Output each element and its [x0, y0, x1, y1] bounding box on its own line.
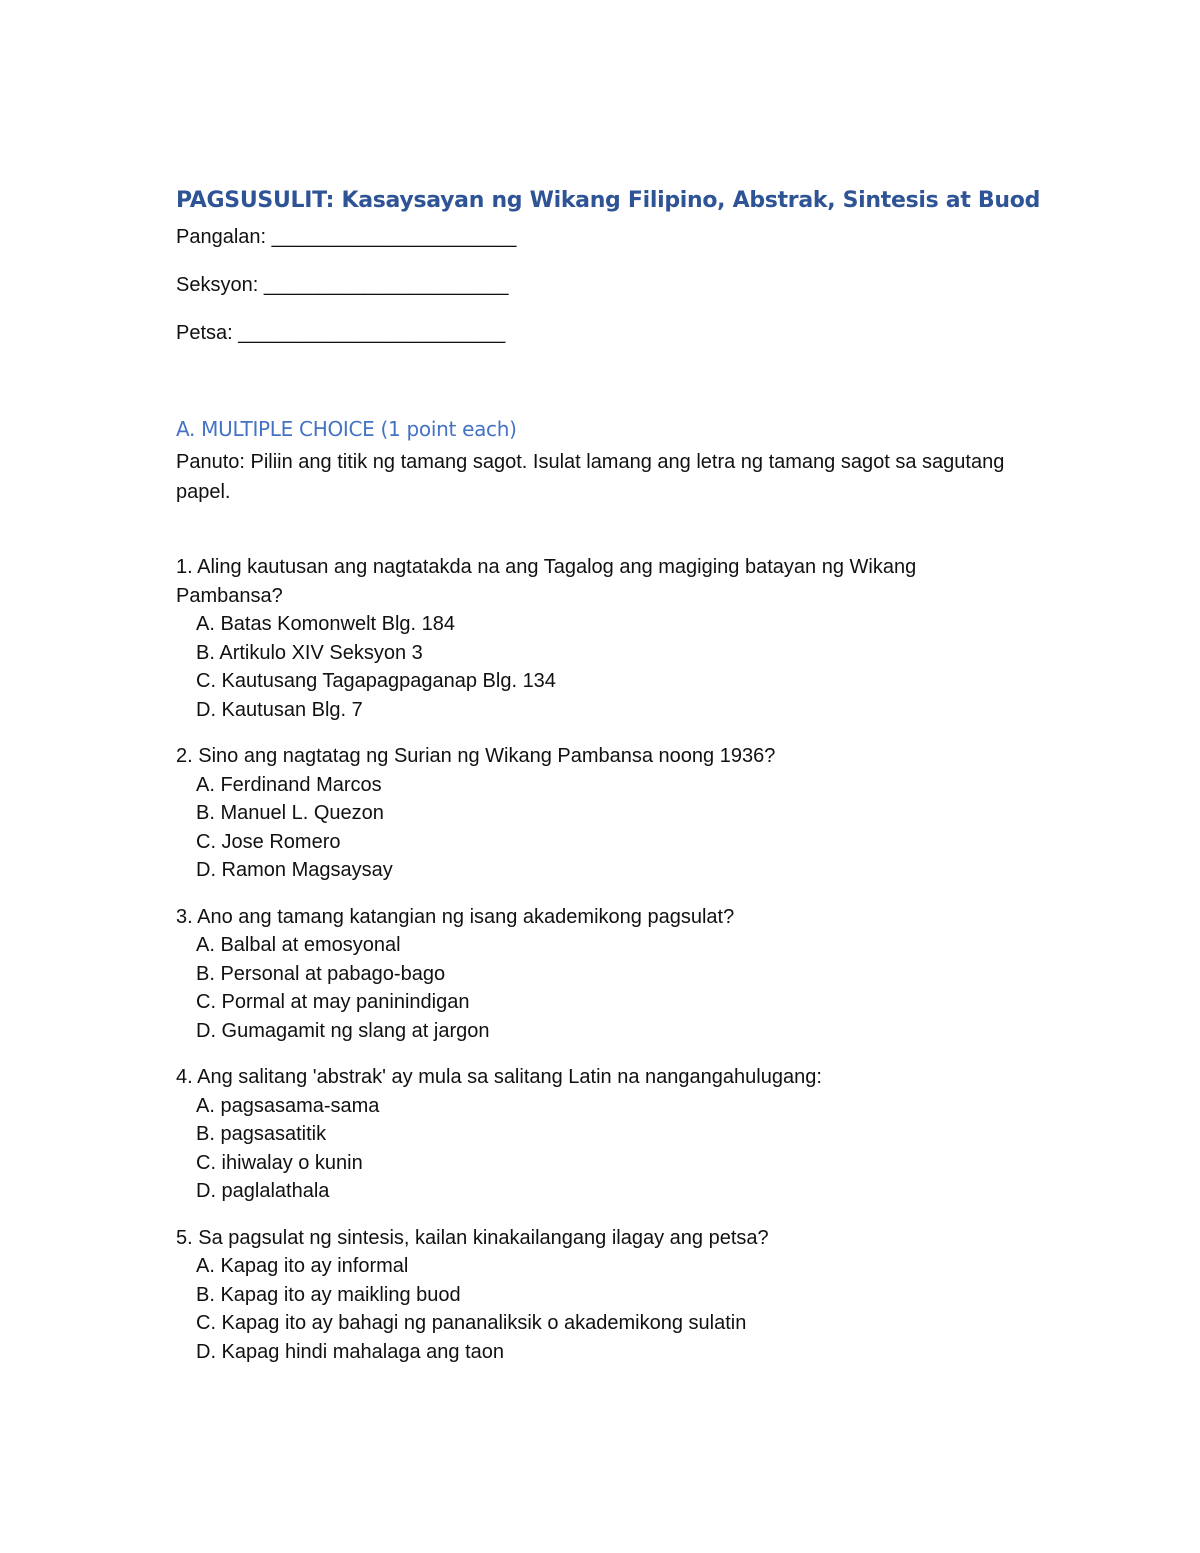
choice-list	[176, 771, 1016, 885]
choice-list	[176, 1252, 1016, 1366]
choice-b: B. Manuel L. Quezon	[196, 802, 384, 824]
question-text: 5. Sa pagsulat ng sintesis, kailan kinakailangang ilagay ang petsa?	[176, 1226, 769, 1249]
question-text: 1. Aling kautusan ang nagtatakda na ang Tagalog ang magiging batayan ng Wikang Pambansa?	[176, 556, 917, 607]
question-4	[176, 1063, 1016, 1206]
name-blank: ______________________	[271, 226, 517, 248]
choice-a: A. Kapag ito ay informal	[196, 1255, 409, 1277]
choice-b: B. pagsasatitik	[196, 1123, 327, 1145]
name-label: Pangalan:	[176, 226, 267, 248]
choice-a: A. pagsasama-sama	[196, 1094, 380, 1117]
question-2	[176, 742, 1016, 885]
choice-d: D. Kapag hindi mahalaga ang taon	[196, 1340, 505, 1363]
question-text: 4. Ang salitang 'abstrak' ay mula sa salitang Latin na nangangahulugang:	[176, 1066, 822, 1088]
choice-c: C. Pormal at may paninindigan	[196, 991, 470, 1013]
name-field	[176, 223, 1016, 251]
choice-list	[176, 931, 1016, 1045]
choice-c: C. Jose Romero	[196, 830, 341, 853]
choice-list	[176, 610, 1016, 724]
quiz-document	[176, 188, 1041, 1384]
choice-list	[176, 1092, 1016, 1206]
instructions: Panuto: Piliin ang titik ng tamang sagot. Isulat lamang ang letra ng tamang sagot sa sagutang papel.	[176, 451, 1005, 503]
question-1	[176, 553, 1016, 724]
choice-c: C. Kautusang Tagapagpaganap Blg. 134	[196, 670, 556, 692]
choice-d: D. paglalathala	[196, 1180, 330, 1202]
date-label: Petsa:	[176, 322, 233, 344]
question-3	[176, 903, 1016, 1046]
section-blank: ______________________	[263, 274, 509, 296]
choice-d: D. Kautusan Blg. 7	[196, 698, 363, 721]
choice-a: A. Ferdinand Marcos	[196, 773, 382, 796]
choice-b: B. Kapag ito ay maikling buod	[196, 1283, 461, 1306]
choice-a: A. Balbal at emosyonal	[196, 934, 401, 956]
question-5	[176, 1224, 1016, 1367]
choice-c: C. Kapag ito ay bahagi ng pananaliksik o akademikong sulatin	[196, 1312, 747, 1334]
page-title: PAGSUSULIT: Kasaysayan ng Wikang Filipino, Abstrak, Sintesis at Buod	[176, 188, 1041, 213]
section-field	[176, 271, 1016, 299]
section-label: Seksyon:	[176, 274, 259, 296]
question-text: 3. Ano ang tamang katangian ng isang akademikong pagsulat?	[176, 905, 735, 928]
choice-c: C. ihiwalay o kunin	[196, 1151, 363, 1174]
question-text: 2. Sino ang nagtatag ng Surian ng Wikang Pambansa noong 1936?	[176, 745, 776, 767]
section-heading: A. MULTIPLE CHOICE (1 point each)	[176, 417, 517, 441]
choice-d: D. Gumagamit ng slang at jargon	[196, 1019, 490, 1042]
choice-b: B. Artikulo XIV Seksyon 3	[196, 641, 423, 664]
date-field	[176, 319, 1016, 347]
choice-b: B. Personal at pabago-bago	[196, 962, 446, 985]
choice-d: D. Ramon Magsaysay	[196, 859, 393, 881]
date-blank: ________________________	[238, 322, 506, 344]
choice-a: A. Batas Komonwelt Blg. 184	[196, 613, 456, 635]
